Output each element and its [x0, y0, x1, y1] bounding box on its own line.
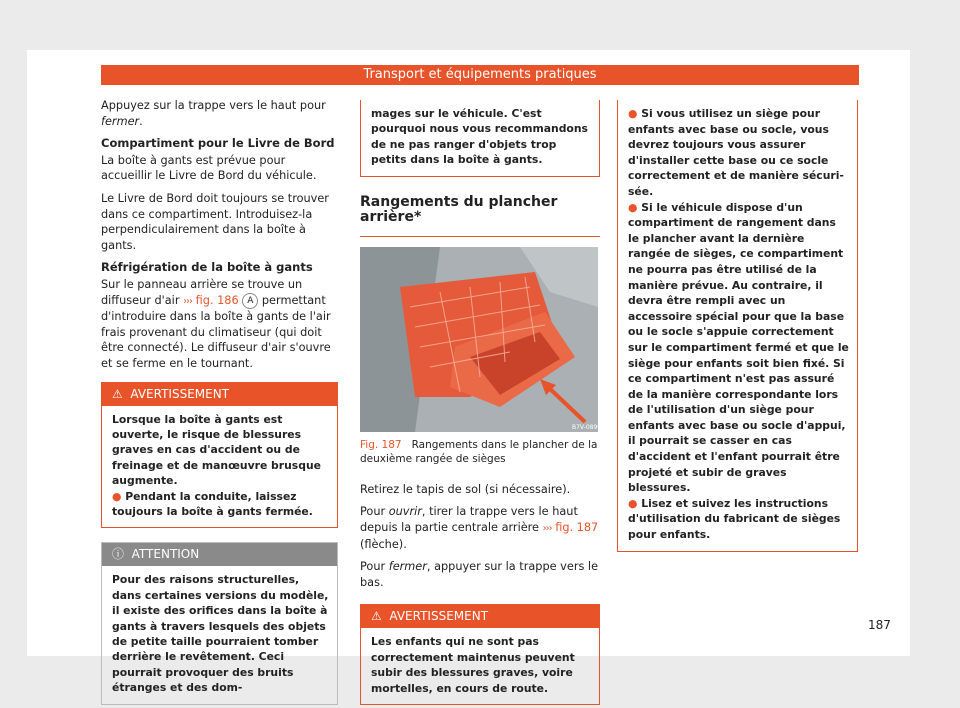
paragraph: Sur le panneau arrière se trouve un diffuseur d'air ››› fig. 186 A permettant d'introduire dans la boîte à gants de l'air frais provenant du climatiseur (qui doit être connecté). Le diffuseur d'air s'ouvre et se ferme en le tournant. [101, 277, 331, 370]
reference-arrows: ››› [183, 295, 193, 307]
callout-marker: A [242, 293, 258, 309]
image-code: B7V-0899 [572, 423, 602, 431]
bullet-icon: ● [628, 200, 638, 214]
paragraph: Pour ouvrir, tirer la trappe vers le haut depuis la partie centrale arrière ››› fig. 187 (flèche). [360, 505, 599, 551]
page-number: 187 [868, 618, 891, 632]
reference-arrows: ››› [542, 523, 552, 534]
warning-body: Les enfants qui ne sont pas correctement maintenus peuvent subir des blessures graves, voire mortelles, en cours de route. [371, 635, 575, 695]
attention-header: ⓘ ATTENTION [102, 543, 337, 566]
column-3 [617, 100, 858, 552]
section-title: Rangements du plancher arrière* [360, 195, 600, 237]
warning-bullet: ● Lisez et suivez les instructions d'utilisation du fabricant de sièges pour enfants. [628, 496, 841, 542]
page-header: Transport et équipements pratiques [101, 65, 859, 85]
paragraph: Retirez le tapis de sol (si nécessaire). [360, 482, 571, 496]
floor-storage-illustration [360, 247, 602, 432]
figure-caption: Fig. 187 Rangements dans le plancher de la deuxième rangée de sièges [360, 438, 598, 465]
paragraph: Le Livre de Bord doit toujours se trouver dans ce compartiment. Introduisez-la perpendiculairement dans la boîte à gants. [101, 191, 329, 252]
figure-image [360, 247, 602, 432]
warning-bullet: ● Pendant la conduite, laissez toujours la boîte à gants fermée. [112, 489, 313, 518]
warning-body: Lorsque la boîte à gants est ouverte, le risque de blessures graves en cas d'accident ou de freinage et de manœuvre brusque augmente. ● Pendant la conduite, laissez toujours la boîte à gants fermée. [102, 406, 337, 528]
bullet-icon: ● [628, 496, 638, 510]
warning-bullet: ● Si vous utilisez un siège pour enfants avec base ou socle, vous devrez toujours vous assurer d'installer cette base ou ce socle correctement et de manière sécurisée. [628, 107, 844, 198]
paragraph: Pour fermer, appuyer sur la trappe vers le bas. [360, 560, 599, 589]
warning-header: ⚠ AVERTISSEMENT [102, 383, 337, 406]
warning-box-continued [617, 100, 858, 552]
warning-box [360, 604, 600, 705]
info-circle-icon: ⓘ [112, 547, 125, 562]
warning-triangle-icon: ⚠ [371, 609, 382, 624]
figure-link[interactable]: fig. 187 [555, 521, 599, 534]
warning-header: ⚠ AVERTISSEMENT [361, 605, 599, 628]
column-1 [101, 98, 338, 705]
heading-livre-de-bord: Compartiment pour le Livre de Bord [101, 136, 335, 151]
attention-box-continued: mages sur le véhicule. C'est pourquoi nous vous recommandons de ne pas ranger d'objets trop petits dans la boîte à gants. [360, 100, 600, 177]
warning-bullet: ● Si le véhicule dispose d'un compartiment de rangement dans le plancher avant la dernière rangée de sièges, ce compartiment ne pourra pas être utilisé de la manière prévue. Au contraire, il devra être rempli avec un accessoire spécial pour que la base ou le socle s'appuie correctement sur le compartiment fermé et que le siège pour enfants soit bien fixé. Si ce compartiment n'est pas assuré de la manière correspondante lors de l'utilisation d'un siège pour enfants avec base ou socle d'appui, il pourrait se casser en cas d'accident et l'enfant pourrait être projeté et subir de graves blessures. [628, 200, 849, 495]
figure-link[interactable]: fig. 186 [195, 293, 239, 307]
paragraph: La boîte à gants est prévue pour accueillir le Livre de Bord du véhicule. [101, 153, 317, 183]
bullet-icon: ● [112, 489, 122, 503]
figure-label: Fig. 187 [360, 438, 402, 451]
warning-triangle-icon: ⚠ [112, 386, 123, 401]
paragraph: Appuyez sur la trappe vers le haut pour fermer. [101, 99, 326, 128]
heading-refrigeration: Réfrigération de la boîte à gants [101, 260, 313, 275]
attention-body: Pour des raisons structurelles, dans certaines versions du modèle, il existe des orifices dans la boîte à gants à travers lesquels des objets de petite taille pourraient tomber derrière le revêtement. Ceci pourrait provoquer des bruits étranges et des dom- [112, 573, 329, 695]
column-2 [360, 100, 600, 705]
bullet-icon: ● [628, 107, 638, 120]
warning-box [101, 382, 338, 529]
attention-box [101, 542, 338, 704]
